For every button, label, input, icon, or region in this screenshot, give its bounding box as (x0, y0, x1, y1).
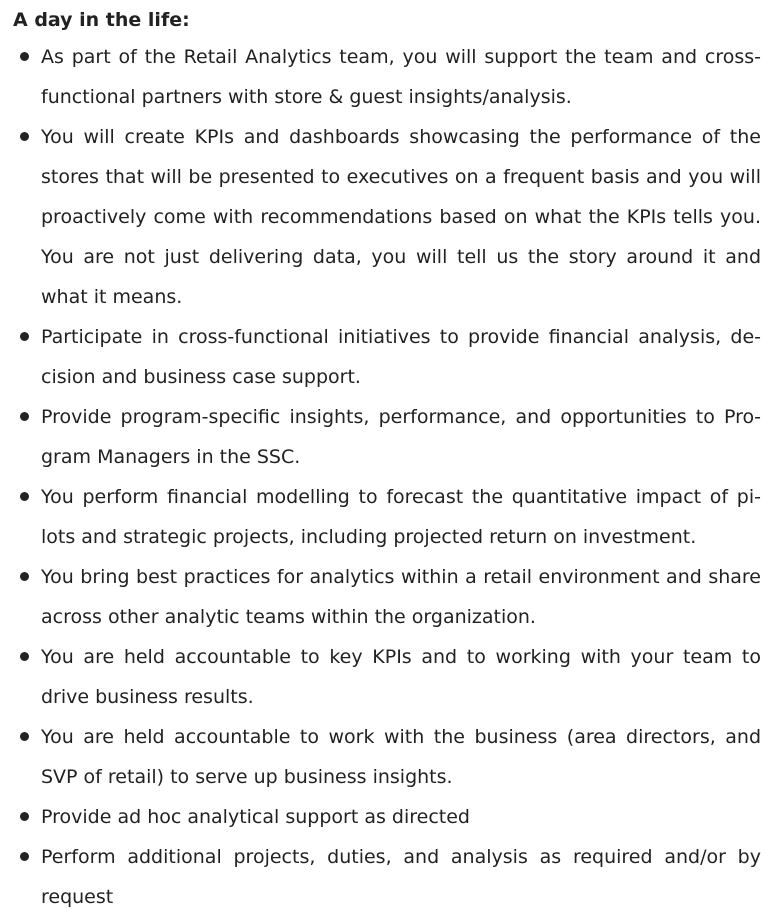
list-item-text: As part of the Retail Analytics team, you will support the team and cross-functional partners with store & guest insights/analysis. (41, 46, 761, 108)
list-item-text: Perform additional projects, duties, and analysis as required and/or by request (41, 846, 761, 908)
list-item (13, 117, 761, 317)
bullet-icon (20, 572, 29, 581)
bullet-icon (20, 732, 29, 741)
section-heading: A day in the life: (13, 9, 190, 31)
list-item-text: Provide ad hoc analytical support as directed (41, 806, 470, 828)
list-item-text: You will create KPIs and dashboards showcasing the performance of the stores that will be presented to executives on a frequent basis and you will proactively come with recommendations based on what the KPIs tells you. You are not just delivering data, you will tell us the story around it and what it means. (41, 126, 761, 308)
list-item (13, 837, 761, 917)
list-item-text: Provide program-specific insights, performance, and opportunities to Program Managers in the SSC. (41, 406, 761, 468)
list-item (13, 717, 761, 797)
list-item-text: You are held accountable to key KPIs and to working with your team to drive business results. (41, 646, 761, 708)
list-item (13, 317, 761, 397)
list-item (13, 37, 761, 117)
list-item-text: You are held accountable to work with the business (area directors, and SVP of retail) to serve up business insights. (41, 726, 761, 788)
list-item (13, 797, 761, 837)
bullet-icon (20, 852, 29, 861)
bullet-icon (20, 132, 29, 141)
list-item (13, 477, 761, 557)
bullet-icon (20, 812, 29, 821)
list-item (13, 397, 761, 477)
list-item-text: Participate in cross-functional initiatives to provide financial analysis, decision and business case support. (41, 326, 761, 388)
bullet-icon (20, 492, 29, 501)
list-item (13, 637, 761, 717)
list-item (13, 557, 761, 637)
list-item-text: You perform financial modelling to forecast the quantitative impact of pilots and strategic projects, including projected return on investment. (41, 486, 761, 548)
responsibility-list (13, 37, 761, 917)
bullet-icon (20, 52, 29, 61)
bullet-icon (20, 332, 29, 341)
bullet-icon (20, 412, 29, 421)
list-item-text: You bring best practices for analytics within a retail environment and share across other analytic teams within the organization. (41, 566, 761, 628)
bullet-icon (20, 652, 29, 661)
